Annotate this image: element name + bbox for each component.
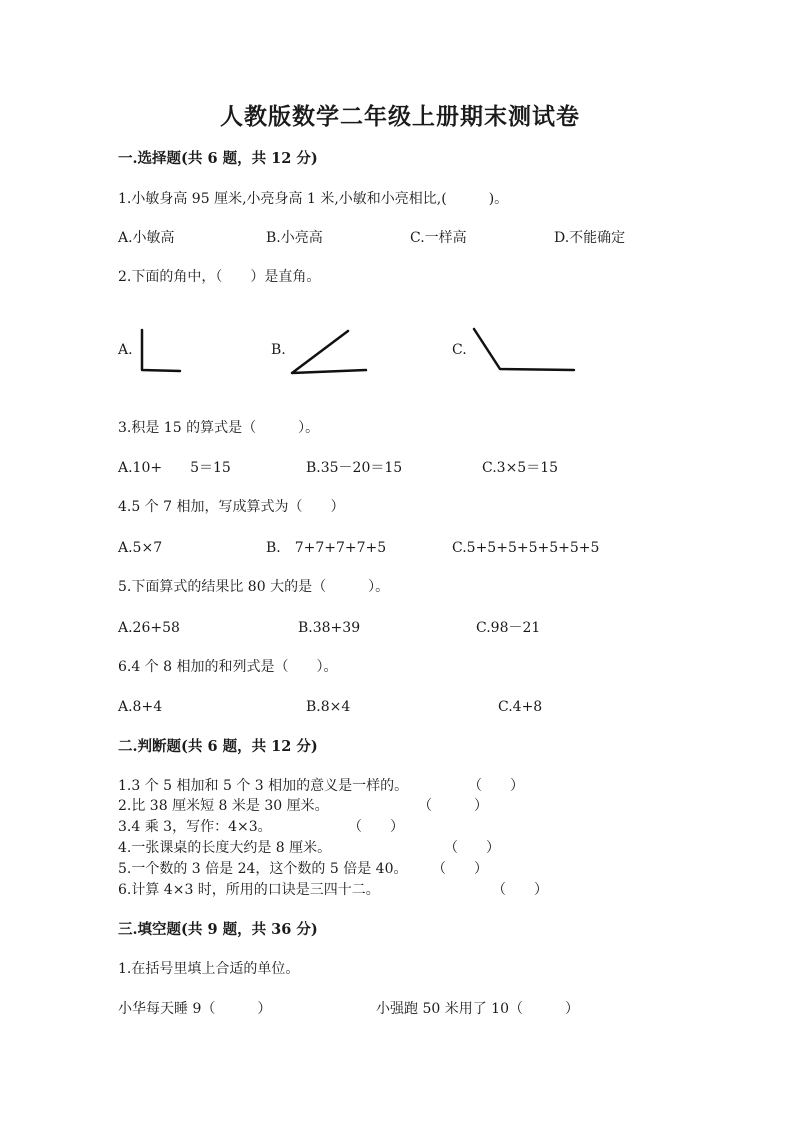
- obtuse-angle-figure: [470, 326, 580, 376]
- q4-option-b: B. 7+7+7+7+5: [266, 540, 387, 556]
- question-1: 1.小敏身高 95 厘米,小亮身高 1 米,小敏和小亮相比,( )。: [118, 191, 509, 207]
- fill-blank-sleep: 小华每天睡 9（ ）: [118, 1001, 272, 1017]
- q2-option-a: A.: [118, 342, 133, 358]
- judgement-item-2: 2.比 38 厘米短 8 米是 30 厘米。: [118, 798, 329, 814]
- judgement-bracket-1: （ ）: [468, 778, 524, 794]
- q6-option-b: B.8×4: [306, 699, 351, 715]
- judgement-bracket-3: （ ）: [348, 819, 404, 835]
- judgement-item-5: 5.一个数的 3 倍是 24，这个数的 5 倍是 40。: [118, 861, 408, 877]
- q5-option-b: B.38+39: [298, 620, 361, 636]
- q2-option-c: C.: [452, 342, 467, 358]
- q3-option-b: B.35－20＝15: [306, 460, 403, 476]
- q6-option-c: C.4+8: [498, 699, 543, 715]
- judgement-bracket-5: （ ）: [432, 861, 488, 877]
- q1-option-d: D.不能确定: [554, 230, 626, 246]
- page-title: 人教版数学二年级上册期末测试卷: [220, 103, 580, 130]
- fill-blank-run: 小强跑 50 米用了 10（ ）: [376, 1001, 579, 1017]
- section-heading-judgement: 二.判断题(共 6 题，共 12 分): [118, 738, 318, 755]
- q1-option-b: B.小亮高: [266, 230, 323, 246]
- q4-option-c: C.5+5+5+5+5+5+5: [452, 540, 600, 556]
- q1-option-c: C.一样高: [410, 230, 467, 246]
- section-heading-choice: 一.选择题(共 6 题，共 12 分): [118, 150, 318, 167]
- section-heading-fill-in: 三.填空题(共 9 题，共 36 分): [118, 921, 318, 938]
- judgement-bracket-6: （ ）: [492, 882, 548, 898]
- q2-option-b: B.: [271, 342, 286, 358]
- q3-option-c: C.3×5＝15: [482, 460, 559, 476]
- question-2: 2.下面的角中，（ ）是直角。: [118, 269, 321, 285]
- acute-angle-figure: [288, 328, 370, 378]
- judgement-item-6: 6.计算 4×3 时，所用的口诀是三四十二。: [118, 882, 380, 898]
- fill-question-1: 1.在括号里填上合适的单位。: [118, 961, 300, 977]
- q5-option-a: A.26+58: [118, 620, 180, 636]
- q5-option-c: C.98－21: [476, 620, 541, 636]
- q1-option-a: A.小敏高: [118, 230, 175, 246]
- question-4: 4.5 个 7 相加，写成算式为（ ）: [118, 499, 345, 515]
- judgement-item-1: 1.3 个 5 相加和 5 个 3 相加的意义是一样的。: [118, 778, 409, 794]
- question-6: 6.4 个 8 相加的和列式是（ ）。: [118, 659, 338, 675]
- judgement-bracket-2: （ ）: [418, 798, 488, 814]
- judgement-item-4: 4.一张课桌的长度大约是 8 厘米。: [118, 840, 332, 856]
- judgement-item-3: 3.4 乘 3，写作：4×3。: [118, 819, 272, 835]
- question-3: 3.积是 15 的算式是（ ）。: [118, 420, 320, 436]
- question-5: 5.下面算式的结果比 80 大的是（ ）。: [118, 579, 390, 595]
- right-angle-figure: [138, 328, 184, 374]
- judgement-bracket-4: （ ）: [444, 840, 500, 856]
- q4-option-a: A.5×7: [118, 540, 163, 556]
- q3-option-a: A.10+ 5＝15: [118, 460, 231, 476]
- q6-option-a: A.8+4: [118, 699, 163, 715]
